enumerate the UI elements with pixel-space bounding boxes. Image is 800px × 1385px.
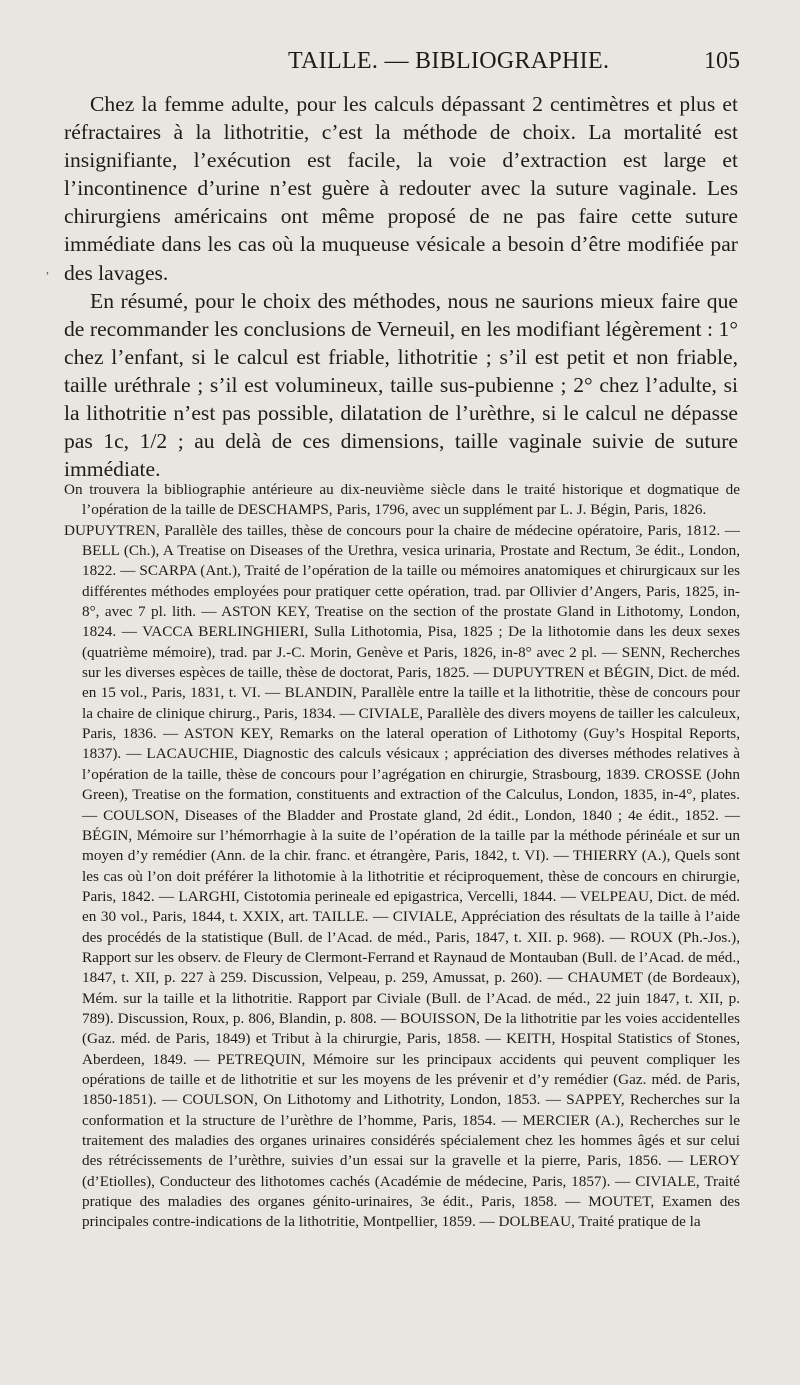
margin-mark: ,	[46, 262, 49, 276]
bibliography-intro: On trouvera la bibliographie antérieure au dix-neuvième siècle dans le traité historique et dogmatique de l’opération de la taille de DESCHAMPS, Paris, 1796, avec un supplément par L. J. Bégin, Paris, 1826.	[64, 481, 740, 519]
main-paragraph: Chez la femme adulte, pour les calculs dépassant 2 centimètres et plus et réfractaires à la lithotritie, c’est la méthode de choix. La mortalité est insignifiante, l’exécution est facile, la voie d’extraction est large et l’incontinence d’urine n’est guère à redouter avec la suture vaginale. Les chirurgiens américains ont même proposé de ne pas faire cette suture immédiate dans les cas où la muqueuse vésicale a besoin d’être modifiée par des lavages.	[64, 92, 738, 285]
main-paragraph: En résumé, pour le choix des méthodes, nous ne saurions mieux faire que de recommander les conclusions de Verneuil, en les modifiant légèrement : 1° chez l’enfant, si le calcul est friable, lithotritie ; s’il est petit et non friable, taille uréthrale ; s’il est volumineux, taille sus-pubienne ; 2° chez l’adulte, si la lithotritie n’est pas possible, dilatation de l’urèthre, si le calcul ne dépasse pas 1c, 1/2 ; au delà de ces dimensions, taille vaginale suivie de suture immédiate.	[64, 288, 738, 482]
page-header	[0, 48, 800, 84]
main-text	[64, 90, 738, 483]
page-number: 105	[704, 48, 740, 74]
bibliography-entries: DUPUYTREN, Parallèle des tailles, thèse de concours pour la chaire de médecine opératoire, Paris, 1812. — BELL (Ch.), A Treatise on Diseases of the Urethra, vesica urinaria, Prostate and Rectum, 3e édit., London, 1822. — SCARPA (Ant.), Traité de l’opération de la taille ou mémoires anatomiques et chirurgicaux sur les différentes méthodes employées pour pratiquer cette opération, trad. par Ollivier d’Angers, Paris, 1825, in-8°, avec 7 pl. lith. — ASTON KEY, Treatise on the section of the prostate Gland in Lithotomy, London, 1824. — VACCA BERLINGHIERI, Sulla Lithotomia, Pisa, 1825 ; De la lithotomie dans les deux sexes (quatrième mémoire), trad. par J.-C. Morin, Genève et Paris, 1826, in-8° avec 2 pl. — SENN, Recherches sur les diverses espèces de taille, thèse de doctorat, Paris, 1825. — DUPUYTREN et BÉGIN, Dict. de méd. en 15 vol., Paris, 1831, t. VI. — BLANDIN, Parallèle entre la taille et la lithotritie, thèse de concours pour la chaire de clinique chirurg., Paris, 1834. — CIVIALE, Parallèle des divers moyens de tailler les calculeux, Paris, 1836. — ASTON KEY, Remarks on the lateral operation of Lithotomy (Guy’s Hospital Reports, 1837). — LACAUCHIE, Diagnostic des calculs vésicaux ; appréciation des diverses méthodes relatives à l’opération de la taille, thèse de concours pour l’agrégation en chirurgie, Strasbourg, 1839. CROSSE (John Green), Treatise on the formation, constituents and extraction of the Calculus, London, 1835, in-4°, plates. — COULSON, Diseases of the Bladder and Prostate gland, 2d édit., London, 1840 ; 4e édit., 1852. — BÉGIN, Mémoire sur l’hémorrhagie à la suite de l’opération de la taille par la méthode périnéale et sur un moyen d’y remédier (Ann. de la chir. franc. et étrangère, Paris, 1842, t. VI). — THIERRY (A.), Quels sont les cas où l’on doit préférer la lithotomie à la lithotritie et réciproquement, thèse de concours en chirurgie, Paris, 1842. — LARGHI, Cistotomia perineale ed epigastrica, Vercelli, 1844. — VELPEAU, Dict. de méd. en 30 vol., Paris, 1844, t. XXIX, art. TAILLE. — CIVIALE, Appréciation des résultats de la taille à l’aide des procédés de la statistique (Bull. de l’Acad. de méd., Paris, 1847, t. XII. p. 968). — ROUX (Ph.-Jos.), Rapport sur les observ. de Fleury de Clermont-Ferrand et Raynaud de Montauban (Bull. de l’Acad. de méd., 1847, t. XII, p. 227 à 259. Discussion, Velpeau, p. 259, Amussat, p. 260). — CHAUMET (de Bordeaux), Mém. sur la taille et la lithotritie. Rapport par Civiale (Bull. de l’Acad. de méd., 22 juin 1847, t. XII, p. 789). Discussion, Roux, p. 806, Blandin, p. 808. — BOUISSON, De la lithotritie par les voies accidentelles (Gaz. méd. de Paris, 1849) et Tribut à la chirurgie, Paris, 1858. — KEITH, Hospital Statistics of Stones, Aberdeen, 1849. — PETREQUIN, Mémoire sur les principaux accidents qui peuvent compliquer les opérations de taille et de lithotritie et sur les moyens de les prévenir et d’y remédier (Gaz. méd. de Paris, 1850-1851). — COULSON, On Lithotomy and Lithotrity, London, 1853. — SAPPEY, Recherches sur la conformation et la structure de l’urèthre de l’homme, Paris, 1854. — MERCIER (A.), Recherches sur le traitement des maladies des organes urinaires considérés spécialement chez les hommes âgés et sur celui des rétrécissements de l’urèthre, suivies d’un essai sur la gravelle et la pierre, Paris, 1856. — LEROY (d’Etiolles), Conducteur des lithotomes cachés (Académie de médecine, Paris, 1857). — CIVIALE, Traité pratique des maladies des organes génito-urinaires, 3e édit., Paris, 1858. — MOUTET, Examen des principales contre-indications de la lithotritie, Montpellier, 1859. — DOLBEAU, Traité pratique de la	[64, 521, 740, 1231]
bibliography	[64, 480, 740, 1233]
running-title: TAILLE. — BIBLIOGRAPHIE.	[288, 48, 610, 74]
